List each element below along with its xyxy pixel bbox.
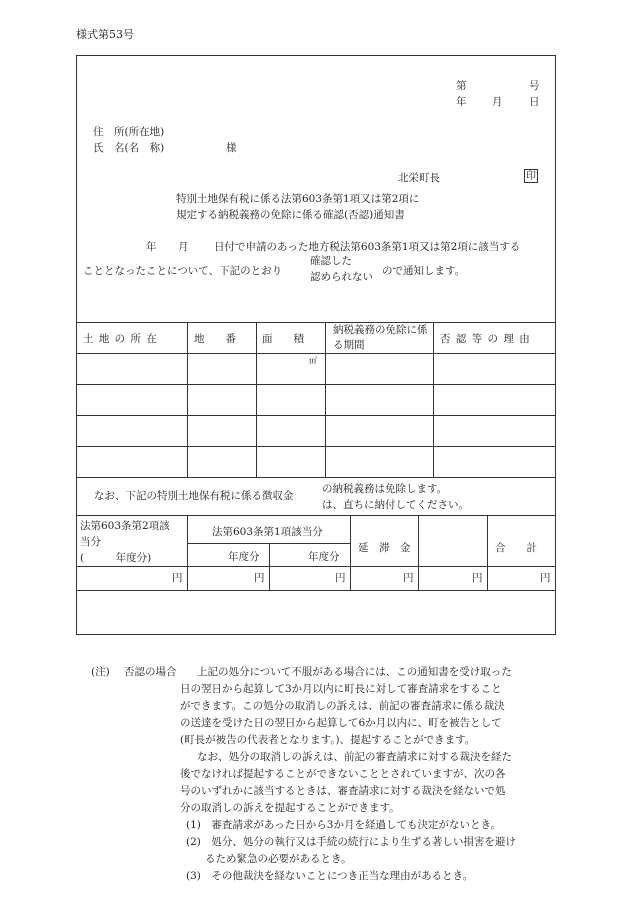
- collection-pay: は、直ちに納付してください。: [322, 499, 469, 511]
- amount-table-top: [76, 515, 556, 516]
- col-article1-sub1: 年度分: [228, 551, 260, 563]
- yen-4: 円: [403, 572, 414, 584]
- date-month: 月: [492, 96, 503, 108]
- address-label: 住 所(所在地): [93, 126, 165, 138]
- col-late-fee: 延 滞 金: [358, 542, 411, 554]
- body-line-1: 日付で申請のあった地方税法第603条第1項又は第2項に該当する: [214, 241, 521, 253]
- note-p1-line1: 上記の処分について不服がある場合には、この通知書を受け取った: [197, 666, 512, 678]
- collection-exempt: の納税義務は免除します。: [322, 483, 448, 495]
- note-item-2-line2: るため緊急の必要があるとき。: [205, 853, 352, 865]
- col-article1-header: 法第603条第1項該当分: [212, 526, 323, 538]
- date-year: 年: [456, 96, 467, 108]
- yen-1: 円: [172, 572, 183, 584]
- note-item-2-line1: (2) 処分、処分の執行又は手続の続行により生ずる著しい損害を避け: [186, 836, 516, 848]
- note-item-3: (3) その他裁決を経ないことにつき正当な理由があるとき。: [186, 870, 474, 882]
- seal-mark: 印: [526, 171, 536, 182]
- col-article2-line2: 当分: [80, 536, 101, 548]
- body-line-2-post: ので通知します。: [382, 265, 466, 277]
- title-line-1: 特別土地保有税に係る法第603条第1項又は第2項に: [176, 193, 420, 205]
- note-p2-line3: 号のいずれかに該当するときは、審査請求に対する裁決を経ないで処: [180, 785, 506, 797]
- note-p1-line3: ができます。この処分の取消しの訴えは、前記の審査請求に係る裁決: [180, 700, 505, 712]
- date-day: 日: [529, 96, 540, 108]
- header-area: 面 積: [262, 333, 304, 345]
- note-label: (注): [91, 666, 110, 678]
- doc-number-suffix: 号: [529, 80, 540, 92]
- choice-confirm: 確認した: [310, 255, 352, 267]
- col-total: 合 計: [495, 542, 537, 554]
- collection-pre: なお、下記の特別土地保有税に係る徴収金: [94, 490, 294, 502]
- note-p2-line4: 分の取消しの訴えを提起することができます。: [180, 802, 400, 814]
- note-item-1: (1) 審査請求があった日から3か月を経過しても決定がないとき。: [186, 819, 502, 831]
- name-label: 氏 名(名 称): [93, 142, 165, 154]
- choice-deny: 認められない: [310, 271, 373, 283]
- note-p1-line4: の送達を受けた日の翌日から起算して6か月以内に、町を被告として: [180, 717, 502, 729]
- header-exemption-period: 納税義務の免除に係る期間: [333, 324, 428, 351]
- yen-5: 円: [472, 572, 483, 584]
- header-denial-reason: 否 認 等 の 理 由: [440, 333, 531, 345]
- yen-3: 円: [335, 572, 346, 584]
- yen-2: 円: [254, 572, 265, 584]
- note-p1-line2: 日の翌日から起算して3か月以内に町長に対して審査請求をすること: [180, 683, 502, 695]
- area-unit: ㎡: [309, 356, 317, 365]
- body-year: 年: [146, 241, 157, 253]
- col-article2-line3: ( 年度分): [80, 552, 152, 564]
- col-article2-line1: 法第603条第2項該: [80, 520, 170, 532]
- title-line-2: 規定する納税義務の免除に係る確認(否認)通知書: [176, 209, 405, 221]
- yen-6: 円: [540, 572, 551, 584]
- issuer-name: 北栄町長: [398, 172, 440, 184]
- doc-number-prefix: 第: [456, 80, 467, 92]
- col-article1-sub2: 年度分: [308, 551, 340, 563]
- note-p2-line1: なお、処分の取消しの訴えは、前記の審査請求に対する裁決を経た: [197, 751, 512, 763]
- note-p1-line5: (町長が被告の代表者となります。)、提起することができます。: [180, 734, 476, 746]
- header-lot-number: 地 番: [194, 333, 236, 345]
- form-number: 様式第53号: [76, 28, 134, 41]
- honorific: 様: [226, 142, 237, 154]
- body-month: 月: [178, 241, 189, 253]
- land-table-top: [76, 322, 556, 323]
- note-p2-line2: 後でなければ提起することができないこととされていますが、次の各: [180, 768, 506, 780]
- header-land-location: 土 地 の 所 在: [83, 333, 158, 345]
- note-sub-label: 否認の場合: [124, 666, 177, 678]
- body-line-2-pre: こととなったことについて、下記のとおり: [83, 265, 283, 277]
